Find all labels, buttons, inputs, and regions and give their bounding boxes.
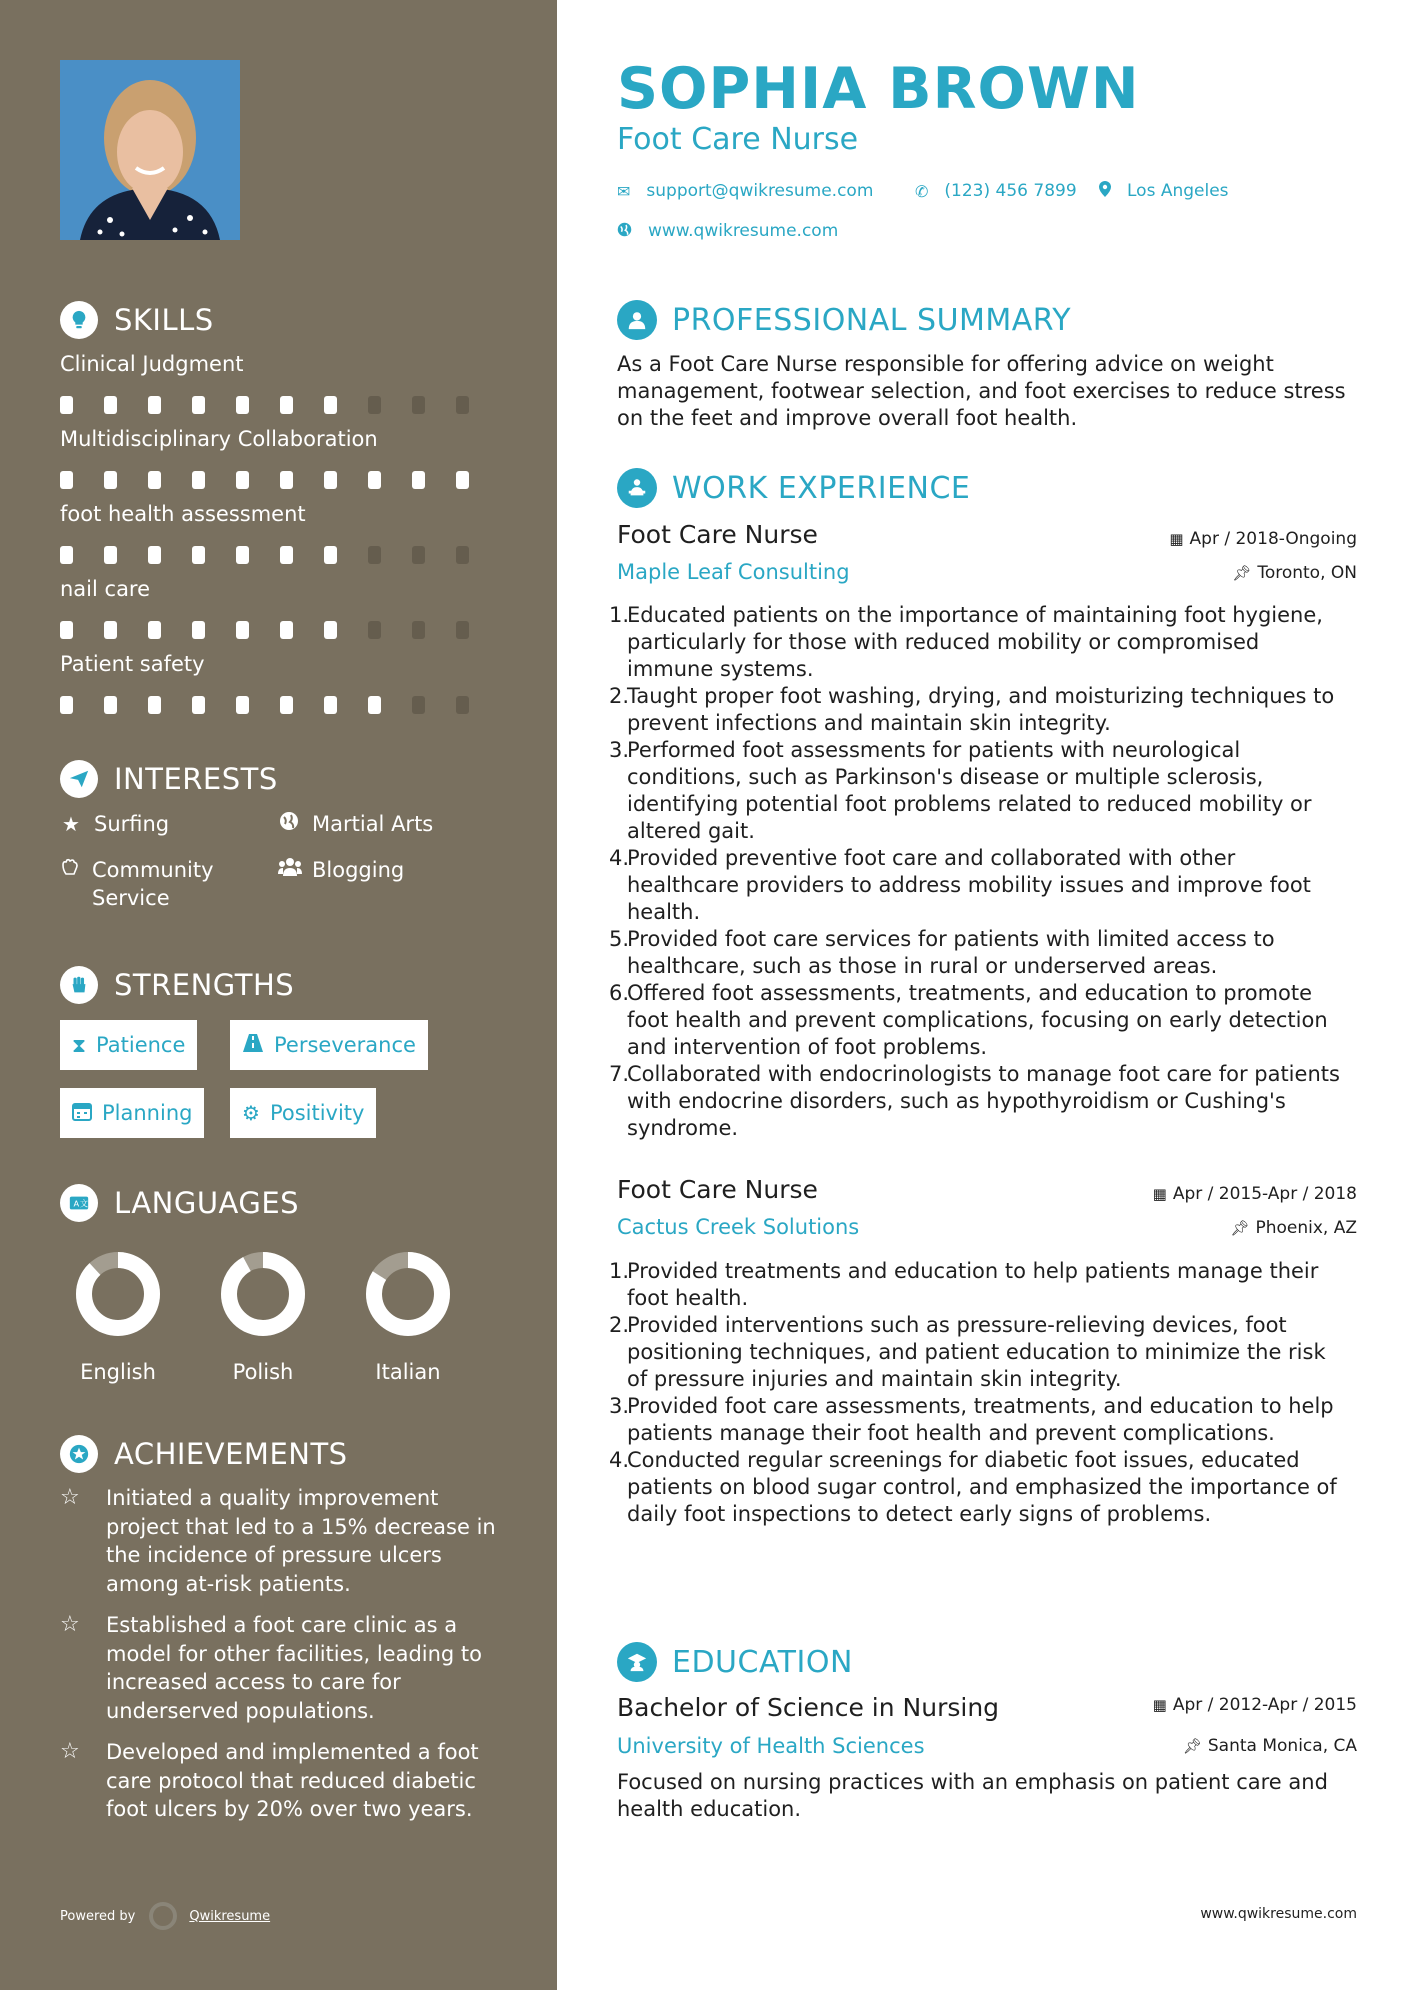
profile-photo (60, 60, 240, 240)
calendar-icon: ▦ (1152, 1696, 1167, 1714)
qwikresume-logo-icon (149, 1902, 177, 1930)
rating-dot-filled (236, 546, 249, 564)
rating-dot-filled (192, 621, 205, 639)
degree-title: Bachelor of Science in Nursing (617, 1693, 1000, 1722)
job-responsibilities (609, 602, 1349, 1142)
rating-dot-empty (412, 546, 425, 564)
rating-dot-filled (324, 471, 337, 489)
responsibility-item (609, 1447, 1349, 1528)
skill-item (60, 427, 500, 489)
rating-dot-filled (280, 621, 293, 639)
interests-heading: INTERESTS (60, 760, 278, 798)
strength-badge: Perseverance (230, 1020, 428, 1070)
gear-icon: ⚙ (242, 1101, 260, 1125)
rating-dot-filled (280, 696, 293, 714)
calendar-icon (72, 1101, 92, 1126)
item-text: Provided foot care services for patients with limited access to healthcare, such as those in rural or underserved areas. (627, 927, 1275, 978)
hand-icon (60, 856, 80, 884)
job-location: 📌︎ Phoenix, AZ (1230, 1218, 1357, 1238)
rating-dot-empty (368, 546, 381, 564)
rating-dot-filled (104, 396, 117, 414)
rating-dot-filled (280, 471, 293, 489)
contact-email[interactable]: ✉ support@qwikresume.com (617, 181, 874, 201)
rating-dot-filled (60, 621, 73, 639)
job-title: Foot Care Nurse (617, 1175, 818, 1204)
candidate-name: SOPHIA BROWN (617, 56, 1140, 122)
lightbulb-icon (60, 301, 98, 339)
globe-icon (617, 222, 632, 241)
job-dates: ▦ Apr / 2015-Apr / 2018 (1152, 1184, 1357, 1204)
skill-name: Clinical Judgment (60, 352, 244, 376)
experience-heading: WORK EXPERIENCE (617, 468, 970, 508)
road-icon (242, 1033, 264, 1058)
job-responsibilities (609, 1258, 1349, 1528)
responsibility-item (609, 683, 1349, 737)
skill-item (60, 652, 500, 714)
sidebar (0, 0, 557, 1990)
item-text: Performed foot assessments for patients with neurological conditions, such as Parkinson's disease or multiple sclerosis, identifying potential foot problems related to reduced mobility or altered gait. (627, 738, 1312, 843)
item-number: 1. (609, 603, 630, 627)
responsibility-item (609, 1061, 1349, 1142)
shooting-star-icon: ☆ (60, 1485, 80, 1510)
achievement-item: ☆ Initiated a quality improvement project that led to a 15% decrease in the incidence of pressure ulcers among at-risk patients. (60, 1484, 510, 1598)
responsibility-item (609, 926, 1349, 980)
item-text: Educated patients on the importance of maintaining foot hygiene, particularly for those with reduced mobility or compromised immune systems. (627, 603, 1323, 681)
responsibility-item (609, 737, 1349, 845)
footer-website[interactable]: www.qwikresume.com (1200, 1906, 1357, 1922)
rating-dot-filled (236, 696, 249, 714)
rating-dot-filled (60, 396, 73, 414)
rating-dot-filled (104, 546, 117, 564)
rating-dot-empty (456, 396, 469, 414)
rating-dot-filled (148, 621, 161, 639)
rating-dot-filled (324, 546, 337, 564)
item-text: Provided treatments and education to help patients manage their foot health. (627, 1259, 1319, 1310)
strength-badge: ⧗ Patience (60, 1020, 197, 1070)
item-text: Offered foot assessments, treatments, and education to promote foot health and prevent complications, focusing on early detection and intervention of foot problems. (627, 981, 1328, 1059)
achievement-item: ☆ Developed and implemented a foot care protocol that reduced diabetic foot ulcers by 20% over two years. (60, 1738, 510, 1824)
responsibility-item (609, 1258, 1349, 1312)
language-gauge (364, 1250, 452, 1338)
responsibility-item (609, 845, 1349, 926)
rating-dot-filled (148, 471, 161, 489)
item-number: 7. (609, 1062, 630, 1086)
job-title: Foot Care Nurse (617, 520, 818, 549)
rating-dot-filled (280, 396, 293, 414)
user-icon (617, 300, 657, 340)
rating-dot-empty (456, 696, 469, 714)
powered-by: Powered by Qwikresume (60, 1902, 270, 1930)
contact-website[interactable]: www.qwikresume.com (617, 221, 838, 241)
education-location: 📌︎ Santa Monica, CA (1182, 1736, 1357, 1756)
svg-text:A: A (73, 1198, 80, 1209)
rating-dot-empty (412, 396, 425, 414)
avatar (60, 60, 240, 240)
calendar-icon: ▦ (1169, 530, 1184, 548)
rating-dot-filled (192, 396, 205, 414)
calendar-icon: ▦ (1152, 1185, 1167, 1203)
item-text: Provided preventive foot care and collaborated with other healthcare providers to address mobility issues and improve foot health. (627, 846, 1311, 924)
item-text: Collaborated with endocrinologists to manage foot care for patients with endocrine disorders, such as hypothyroidism or Cushing's syndrome. (627, 1062, 1340, 1140)
language-name: Polish (232, 1360, 294, 1384)
rating-dot-filled (60, 546, 73, 564)
item-number: 4. (609, 1448, 630, 1472)
job-location: 📌︎ Toronto, ON (1232, 563, 1357, 583)
rating-dot-filled (324, 696, 337, 714)
strength-badge: Planning (60, 1088, 204, 1138)
rating-dot-filled (104, 696, 117, 714)
gauge-fill (229, 1260, 297, 1328)
rating-dot-filled (60, 696, 73, 714)
rating-dot-filled (192, 546, 205, 564)
responsibility-item (609, 980, 1349, 1061)
language-name: Italian (375, 1360, 441, 1384)
item-text: Taught proper foot washing, drying, and moisturizing techniques to prevent infections and maintain skin integrity. (627, 684, 1335, 735)
item-number: 2. (609, 1313, 630, 1337)
rating-dot-filled (324, 621, 337, 639)
skill-item (60, 577, 500, 639)
skill-name: foot health assessment (60, 502, 306, 526)
education-dates: ▦ Apr / 2012-Apr / 2015 (1152, 1695, 1357, 1715)
rating-dot-filled (368, 471, 381, 489)
rating-dot-filled (236, 471, 249, 489)
contact-location: Los Angeles (1099, 181, 1229, 201)
strengths-heading: STRENGTHS (60, 966, 294, 1004)
rating-dot-filled (412, 471, 425, 489)
language-gauge (219, 1250, 307, 1338)
interest-item: Community Service (60, 856, 260, 912)
company-name: Cactus Creek Solutions (617, 1215, 860, 1239)
rating-dot-empty (368, 396, 381, 414)
skill-rating (60, 471, 500, 489)
item-text: Provided foot care assessments, treatments, and education to help patients manage their foot health and prevent complications. (627, 1394, 1334, 1445)
item-number: 4. (609, 846, 630, 870)
candidate-role: Foot Care Nurse (617, 122, 859, 157)
shooting-star-icon: ☆ (60, 1612, 80, 1637)
map-pin-icon (1099, 181, 1111, 201)
brand-link[interactable]: Qwikresume (189, 1908, 271, 1924)
pin-icon: 📌︎ (1232, 564, 1252, 582)
achievements-heading: ACHIEVEMENTS (60, 1435, 348, 1473)
strength-badge: ⚙ Positivity (230, 1088, 376, 1138)
trophy-star-icon (60, 1435, 98, 1473)
skill-item (60, 352, 500, 414)
rating-dot-filled (368, 696, 381, 714)
interest-item: Blogging (278, 856, 404, 884)
rating-dot-filled (148, 396, 161, 414)
pin-icon: 📌︎ (1182, 1737, 1202, 1755)
item-text: Conducted regular screenings for diabetic foot issues, educated patients on blood sugar control, and emphasized the importance of daily foot inspections to detect early signs of problems. (627, 1448, 1337, 1526)
language-item (58, 1250, 178, 1384)
paper-plane-icon (60, 760, 98, 798)
education-description: Focused on nursing practices with an emphasis on patient care and health education. (617, 1770, 1328, 1821)
school-name: University of Health Sciences (617, 1734, 925, 1758)
rating-dot-filled (236, 621, 249, 639)
skill-rating (60, 696, 500, 714)
item-number: 2. (609, 684, 630, 708)
svg-text:文: 文 (79, 1198, 89, 1209)
responsibility-item (609, 602, 1349, 683)
rating-dot-filled (456, 471, 469, 489)
skill-rating (60, 621, 500, 639)
envelope-icon: ✉ (617, 181, 631, 201)
rating-dot-filled (60, 471, 73, 489)
rating-dot-filled (324, 396, 337, 414)
responsibility-item (609, 1312, 1349, 1393)
star-icon: ★ (62, 812, 80, 836)
group-icon (278, 856, 300, 884)
item-number: 5. (609, 927, 630, 951)
contact-phone: ✆ (123) 456 7899 (915, 181, 1077, 201)
skill-name: Patient safety (60, 652, 205, 676)
rating-dot-filled (280, 546, 293, 564)
translate-icon (60, 1184, 98, 1222)
pin-icon: 📌︎ (1230, 1219, 1250, 1237)
company-name: Maple Leaf Consulting (617, 560, 850, 584)
graduate-icon (617, 1642, 657, 1682)
interest-item: ★ Surfing (60, 810, 169, 838)
responsibility-item (609, 1393, 1349, 1447)
skill-name: nail care (60, 577, 151, 601)
language-gauge (74, 1250, 162, 1338)
languages-heading: A 文 LANGUAGES (60, 1184, 299, 1222)
item-number: 1. (609, 1259, 630, 1283)
language-item (348, 1250, 468, 1384)
shooting-star-icon: ☆ (60, 1739, 80, 1764)
globe-icon (278, 810, 300, 838)
item-number: 6. (609, 981, 630, 1005)
rating-dot-filled (192, 471, 205, 489)
rating-dot-empty (412, 621, 425, 639)
summary-text: As a Foot Care Nurse responsible for offering advice on weight management, footwear selection, and foot exercises to reduce stress on the feet and improve overall foot health. (617, 352, 1346, 430)
achievement-item: ☆ Established a foot care clinic as a model for other facilities, leading to increased access to care for underserved populations. (60, 1611, 510, 1725)
gauge-fill (84, 1260, 152, 1328)
item-number: 3. (609, 1394, 630, 1418)
skills-heading: SKILLS (60, 301, 214, 339)
language-name: English (80, 1360, 156, 1384)
hourglass-icon: ⧗ (72, 1033, 87, 1057)
interest-item: Martial Arts (278, 810, 433, 838)
summary-heading: PROFESSIONAL SUMMARY (617, 300, 1071, 340)
skill-rating (60, 396, 500, 414)
job-dates: ▦ Apr / 2018-Ongoing (1169, 529, 1357, 549)
rating-dot-empty (412, 696, 425, 714)
skill-item (60, 502, 500, 564)
fist-icon (60, 966, 98, 1004)
rating-dot-filled (192, 696, 205, 714)
skill-rating (60, 546, 500, 564)
item-number: 3. (609, 738, 630, 762)
rating-dot-filled (148, 696, 161, 714)
phone-icon: ✆ (915, 181, 929, 201)
rating-dot-filled (148, 546, 161, 564)
skill-name: Multidisciplinary Collaboration (60, 427, 378, 451)
language-item (203, 1250, 323, 1384)
education-heading: EDUCATION (617, 1642, 853, 1682)
main-content (609, 0, 1357, 1990)
rating-dot-empty (368, 621, 381, 639)
rating-dot-empty (456, 546, 469, 564)
item-text: Provided interventions such as pressure-relieving devices, foot positioning techniques, and patient education to minimize the risk of pressure injuries and maintain skin integrity. (627, 1313, 1326, 1391)
rating-dot-filled (104, 471, 117, 489)
presenter-icon (617, 468, 657, 508)
rating-dot-empty (456, 621, 469, 639)
rating-dot-filled (236, 396, 249, 414)
rating-dot-filled (104, 621, 117, 639)
